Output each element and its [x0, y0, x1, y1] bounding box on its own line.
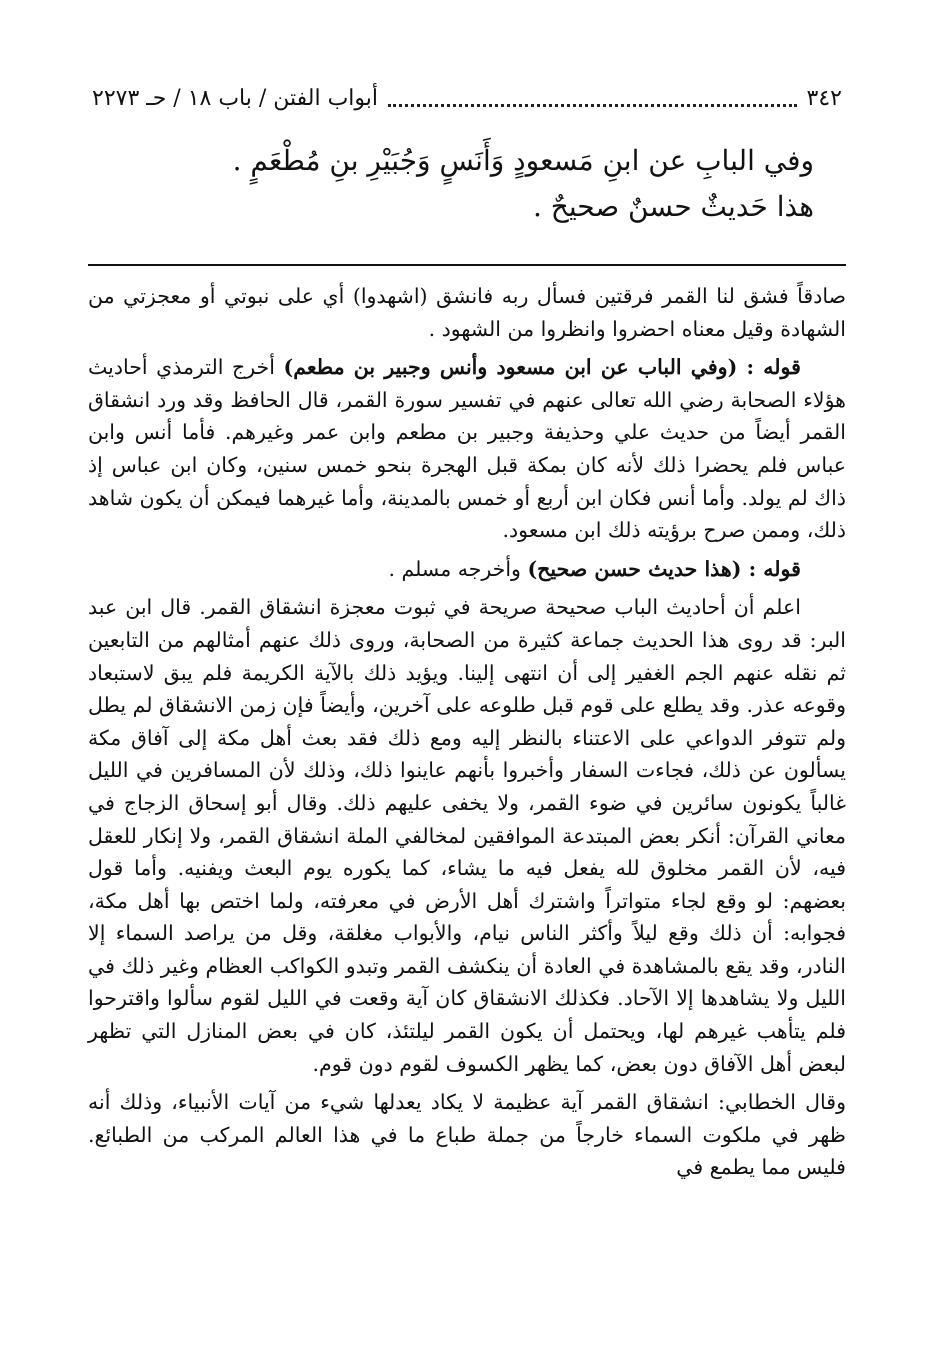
hadith-text — [154, 138, 814, 230]
running-title: أبواب الفتن / باب ١٨ / حـ ٢٢٧٣ — [92, 85, 379, 111]
commentary-paragraph-2 — [88, 351, 846, 547]
hadith-line-2: هذا حَديثٌ حسنٌ صحيحٌ . — [532, 190, 814, 223]
paragraph-text: أخرج الترمذي أحاديث هؤلاء الصحابة رضي الله تعالى عنهم في تفسير سورة القمر، قال الحافظ وقد ورد انشقاق القمر أيضاً من حديث علي وحذيفة وجبير بن مطعم وابن عمر وغيرهم. فأما أنس وابن عباس فلم يحضرا ذلك لأنه كان بمكة قبل الهجرة بنحو خمس سنين، وكان ابن عباس إذ ذاك لم يولد. وأما أنس فكان ابن أربع أو خمس بالمدينة، وأما غيرهما فيمكن أن يكون شاهد ذلك، وممن صرح برؤيته ذلك ابن مسعود. — [88, 355, 846, 543]
quoted-lemma: قوله : (وفي الباب عن ابن مسعود وأنس وجبير بن مطعم) — [283, 355, 801, 380]
commentary-paragraph-1: صادقاً فشق لنا القمر فرقتين فسأل ربه فانشق (اشهدوا) أي على نبوتي أو معجزتي من الشهادة وقيل معناه احضروا وانظروا من الشهود . — [88, 284, 846, 341]
hadith-line-1: وفي البابِ عن ابنِ مَسعودٍ وَأَنَسٍ وَجُبَيْرِ بنِ مُطْعَمٍ . — [232, 144, 814, 177]
footnote-separator — [88, 264, 846, 266]
paragraph-text: وأخرجه مسلم . — [388, 556, 528, 581]
header-leader-dots — [388, 90, 797, 107]
commentary-paragraph-4: اعلم أن أحاديث الباب صحيحة صريحة في ثبوت معجزة انشقاق القمر. قال ابن عبد البر: قد روى هذا الحديث جماعة كثيرة من الصحابة، وروى ذلك عنهم أمثالهم من التابعين ثم نقله عنهم الجم الغفير إلى أن انتهى إلينا. ويؤيد ذلك بالآية الكريمة فلم يبق لاستبعاد وقوعه عذر. وقد يطلع على قوم قبل طلوعه على آخرين، وأيضاً فإن زمن الانشقاق لم يطل ولم تتوفر الدواعي على الاعتناء بالنظر إليه ومع ذلك فقد بعث أهل مكة إلى آفاق مكة يسألون عن ذلك، فجاءت السفار وأخبروا بأنهم عاينوا ذلك، وذلك لأن المسافرين في الليل غالباً يكونون سائرين في ضوء القمر، ولا يخفى عليهم ذلك. وقال أبو إسحاق الزجاج في معاني القرآن: أنكر بعض المبتدعة الموافقين لمخالفي الملة انشقاق القمر، ولا إنكار للعقل فيه، لأن القمر مخلوق لله يفعل فيه ما يشاء، كما يكوره يوم البعث ويفنيه. وأما قول بعضهم: لو وقع لجاء متواتراً واشترك أهل الأرض في معرفته، ولما اختص بها أهل مكة، فجوابه: أن ذلك وقع ليلاً وأكثر الناس نيام، والأبواب مغلقة، وقل من يراصد السماء إلا النادر، وقد يقع بالمشاهدة في العادة أن ينكشف القمر وتبدو الكواكب العظام وغير ذلك في الليل ولا يشاهدها إلا الآحاد. فكذلك الانشقاق كان آية وقعت في الليل لقوم سألوا واقترحوا فلم يتأهب غيرهم لها، ويحتمل أن يكون القمر ليلتئذ، كان في بعض المنازل التي تظهر لبعض أهل الآفاق دون بعض، كما يظهر الكسوف لقوم دون قوم. — [88, 595, 846, 1076]
commentary-paragraph-5: وقال الخطابي: انشقاق القمر آية عظيمة لا يكاد يعدلها شيء من آيات الأنبياء، وذلك أنه ظهر في ملكوت السماء خارجاً من جملة طباع ما في هذا العالم المركب من الطبائع. فليس مما يطمع في — [88, 1090, 846, 1180]
commentary-body — [88, 280, 846, 1330]
commentary-paragraph-3 — [88, 553, 846, 586]
page-header — [92, 80, 842, 116]
page-number: ٣٤٢ — [806, 85, 842, 111]
quoted-lemma: قوله : (هذا حديث حسن صحيح) — [527, 556, 801, 581]
